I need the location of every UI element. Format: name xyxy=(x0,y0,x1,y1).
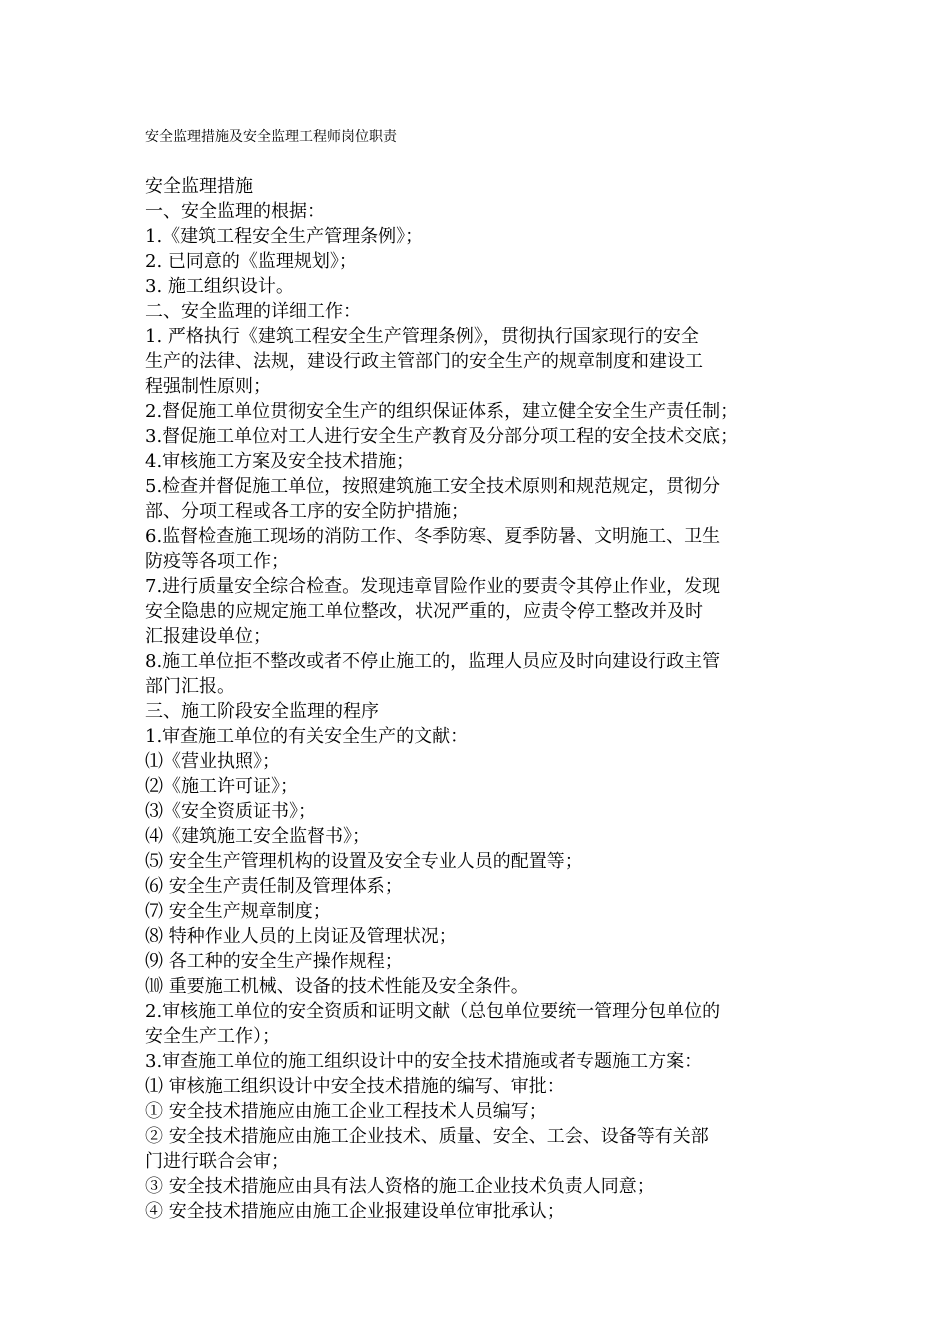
document-line: ⑼ 各工种的安全生产操作规程； xyxy=(145,951,403,972)
document-line: 3.审查施工单位的施工组织设计中的安全技术措施或者专题施工方案： xyxy=(145,1051,703,1072)
document-line: ⑺ 安全生产规章制度； xyxy=(145,901,331,922)
document-title: 安全监理措施及安全监理工程师岗位职责 xyxy=(145,129,397,145)
document-line: 1.审查施工单位的有关安全生产的文献： xyxy=(145,726,469,747)
document-line: ④ 安全技术措施应由施工企业报建设单位审批承认； xyxy=(145,1201,565,1222)
document-line: 4.审核施工方案及安全技术措施； xyxy=(145,451,415,472)
document-line: 安全隐患的应规定施工单位整改，状况严重的，应责令停工整改并及时 xyxy=(145,601,703,622)
document-line: 二、安全监理的详细工作： xyxy=(145,301,361,322)
document-line: 2. 已同意的《监理规划》； xyxy=(145,251,357,272)
document-line: ③ 安全技术措施应由具有法人资格的施工企业技术负责人同意； xyxy=(145,1176,655,1197)
document-line: 2.审核施工单位的安全资质和证明文献（总包单位要统一管理分包单位的 xyxy=(145,1001,721,1022)
document-line: 安全生产工作）； xyxy=(145,1026,280,1047)
document-line: 3. 施工组织设计。 xyxy=(145,276,294,297)
document-line: 3.督促施工单位对工人进行安全生产教育及分部分项工程的安全技术交底； xyxy=(145,426,739,447)
document-line: 三、施工阶段安全监理的程序 xyxy=(145,701,379,722)
document-line: 生产的法律、法规，建设行政主管部门的安全生产的规章制度和建设工 xyxy=(145,351,703,372)
document-line: 一、安全监理的根据： xyxy=(145,201,325,222)
document-line: 2.督促施工单位贯彻安全生产的组织保证体系，建立健全安全生产责任制； xyxy=(145,401,739,422)
document-line: 1. 严格执行《建筑工程安全生产管理条例》，贯彻执行国家现行的安全 xyxy=(145,326,699,347)
document-line: ② 安全技术措施应由施工企业技术、质量、安全、工会、设备等有关部 xyxy=(145,1126,709,1147)
document-line: ⑷《建筑施工安全监督书》； xyxy=(145,826,370,847)
document-body xyxy=(145,174,815,1224)
document-line: 1.《建筑工程安全生产管理条例》； xyxy=(145,226,424,247)
document-line: ⑵《施工许可证》； xyxy=(145,776,298,797)
document-line: ⑶《安全资质证书》； xyxy=(145,801,316,822)
document-line: 安全监理措施 xyxy=(145,176,253,197)
document-line: 汇报建设单位； xyxy=(145,626,271,647)
document-line: 7.进行质量安全综合检查。发现违章冒险作业的要责令其停止作业，发现 xyxy=(145,576,721,597)
document-line: 防疫等各项工作； xyxy=(145,551,289,572)
document-line: ⑹ 安全生产责任制及管理体系； xyxy=(145,876,403,897)
document-line: 5.检查并督促施工单位，按照建筑施工安全技术原则和规范规定，贯彻分 xyxy=(145,476,721,497)
document-line: ⑸ 安全生产管理机构的设置及安全专业人员的配置等； xyxy=(145,851,583,872)
document-line: ⑴《营业执照》； xyxy=(145,751,280,772)
document-line: 门进行联合会审； xyxy=(145,1151,289,1172)
document-line: ⑽ 重要施工机械、设备的技术性能及安全条件。 xyxy=(145,976,529,997)
document-line: 程强制性原则； xyxy=(145,376,271,397)
document-line: 部、分项工程或各工序的安全防护措施； xyxy=(145,501,469,522)
document-line: 部门汇报。 xyxy=(145,676,235,697)
document-line: ⑴ 审核施工组织设计中安全技术措施的编写、审批： xyxy=(145,1076,565,1097)
document-line: 8.施工单位拒不整改或者不停止施工的，监理人员应及时向建设行政主管 xyxy=(145,651,721,672)
document-line: 6.监督检查施工现场的消防工作、冬季防寒、夏季防暑、文明施工、卫生 xyxy=(145,526,721,547)
document-line: ⑻ 特种作业人员的上岗证及管理状况； xyxy=(145,926,457,947)
document-line: ① 安全技术措施应由施工企业工程技术人员编写； xyxy=(145,1101,547,1122)
